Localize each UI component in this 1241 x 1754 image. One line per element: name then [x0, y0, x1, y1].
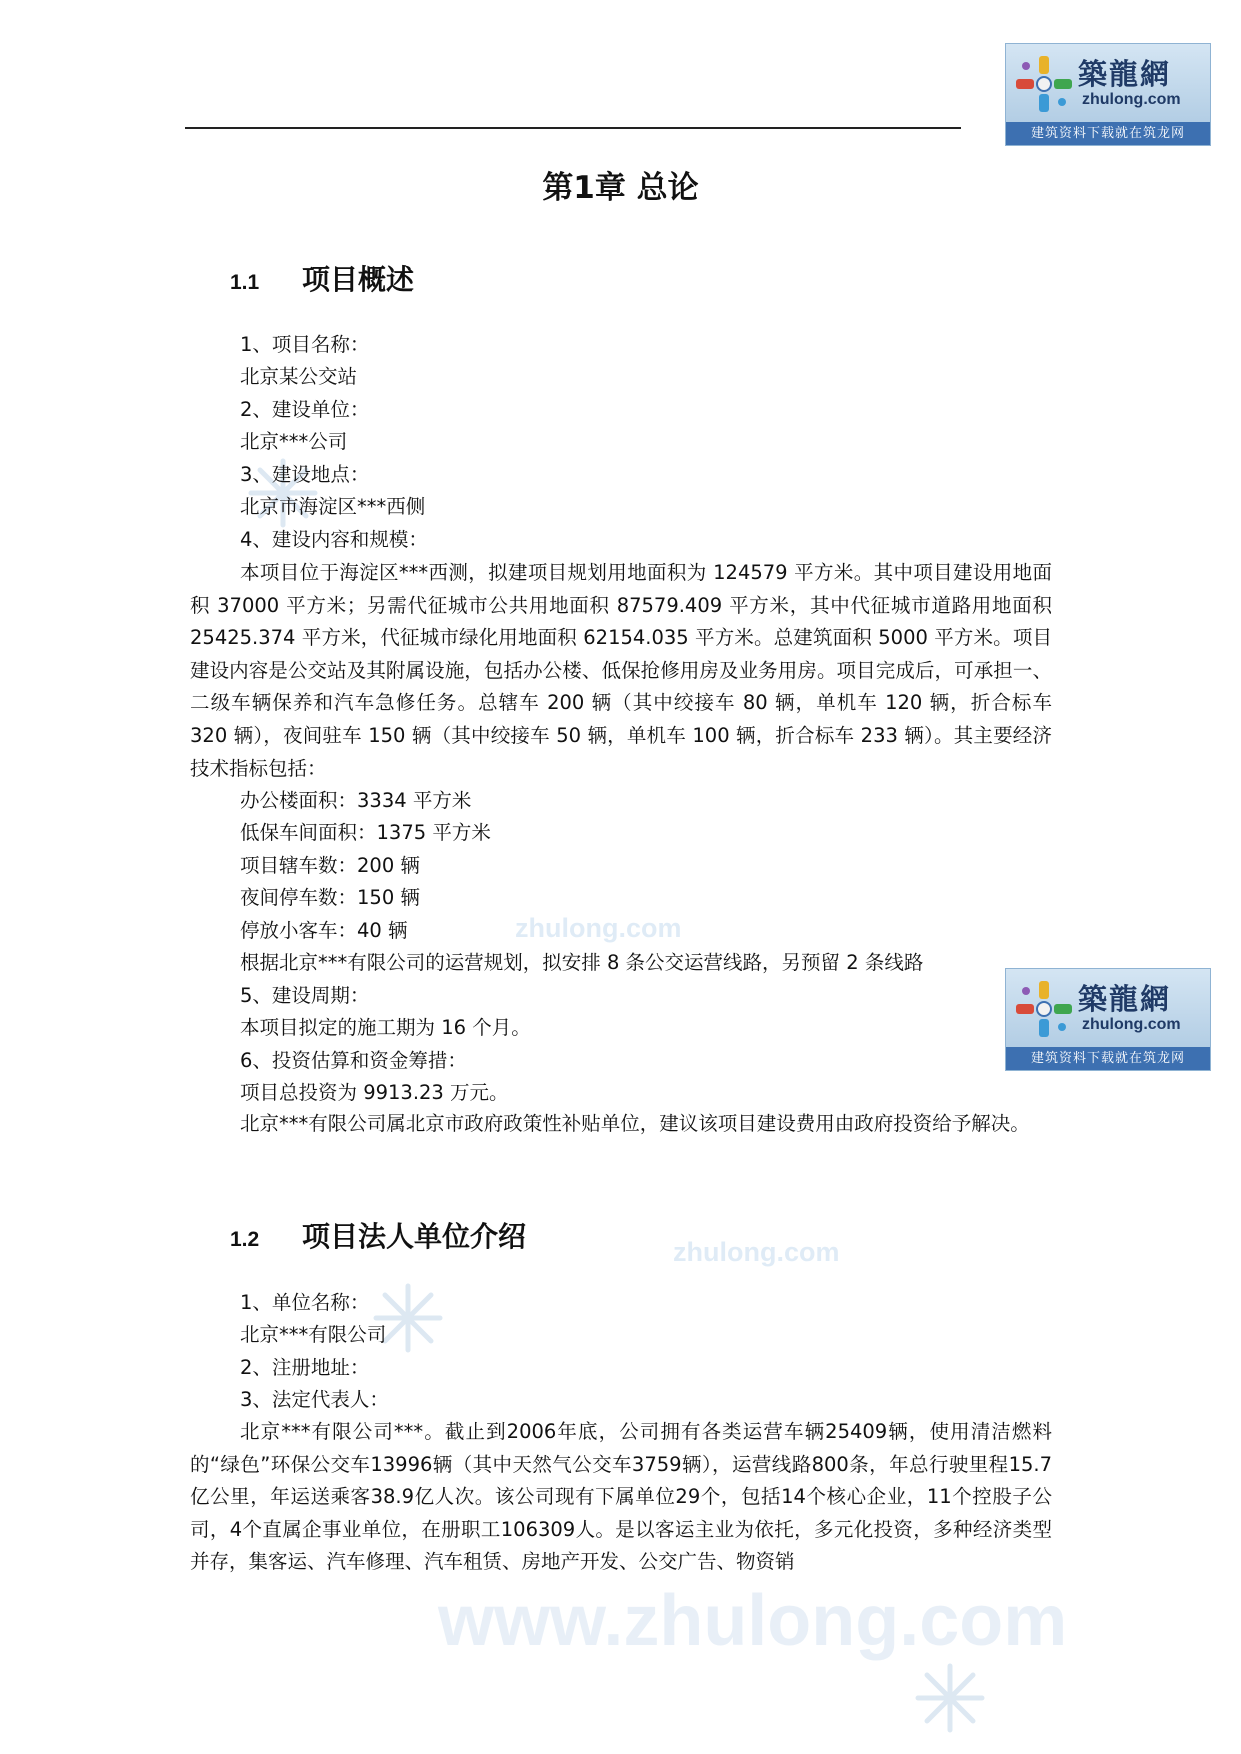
logo-tagline: 建筑资料下载就在筑龙网	[1006, 1047, 1210, 1070]
snowflake-logo-icon	[1012, 52, 1076, 116]
list-line: 2、建设单位：	[240, 398, 370, 421]
indicator-line: 项目总投资为 9913.23 万元。	[240, 1081, 509, 1104]
list-line: 北京***公司	[240, 430, 348, 453]
watermark-text: zhulong.com	[673, 1237, 840, 1267]
list-line: 北京市海淀区***西侧	[240, 495, 426, 518]
section-number: 1.1	[230, 271, 260, 294]
logo-tagline: 建筑资料下载就在筑龙网	[1006, 122, 1210, 145]
snowflake-logo-icon	[1012, 977, 1076, 1041]
watermark-large-text: www.zhulong.com	[438, 1581, 1068, 1661]
snowflake-watermark-icon	[912, 1660, 988, 1736]
section-title: 项目概述	[302, 263, 415, 296]
indicator-line: 5、建设周期：	[240, 984, 370, 1007]
list-line: 1、项目名称：	[240, 333, 370, 356]
logo-name: 築龍網	[1078, 982, 1172, 1016]
section-title: 项目法人单位介绍	[302, 1220, 527, 1253]
indicator-line: 办公楼面积：3334 平方米	[240, 789, 472, 812]
project-scope-paragraph: 本项目位于海淀区***西测，拟建项目规划用地面积为 124579 平方米。其中项目建设用地面积 37000 平方米；另需代征城市公共用地面积 87579.409 平方米，其中代征城市道路用地面积 25425.374 平方米，代征城市绿化用地面积 62154.035 平方米。总建筑面积 5000 平方米。项目建设内容是公交站及其附属设施，包括办公楼、低保抢修用房及业务用房。项目完成后，可承担一、二级车辆保养和汽车急修任务。总辖车 200 辆（其中绞接车 80 辆，单机车 120 辆，折合标车 320 辆），夜间驻车 150 辆（其中绞接车 50 辆，单机车 100 辆，折合标车 233 辆）。其主要经济技术指标包括：	[190, 561, 1052, 780]
list-line: 1、单位名称：	[240, 1291, 370, 1314]
list-line: 4、建设内容和规模：	[240, 528, 428, 551]
zhulong-logo-mid	[1005, 968, 1211, 1071]
list-line: 2、注册地址：	[240, 1356, 370, 1379]
indicator-line: 低保车间面积：1375 平方米	[240, 821, 491, 844]
funding-paragraph: 北京***有限公司属北京市政府政策性补贴单位，建议该项目建设费用由政府投资给予解决。	[240, 1112, 1030, 1135]
indicator-line: 停放小客车：40 辆	[240, 919, 408, 942]
indicator-line: 根据北京***有限公司的运营规划，拟安排 8 条公交运营线路，另预留 2 条线路	[240, 951, 924, 974]
section-heading	[230, 1215, 526, 1255]
header-rule	[185, 127, 961, 129]
indicator-line: 本项目拟定的施工期为 16 个月。	[240, 1016, 531, 1039]
section-heading	[230, 258, 414, 298]
logo-name: 築龍網	[1078, 57, 1172, 91]
list-line: 3、法定代表人：	[240, 1388, 389, 1411]
indicator-line: 6、投资估算和资金筹措：	[240, 1049, 467, 1072]
list-line: 3、建设地点：	[240, 463, 370, 486]
list-line: 北京某公交站	[240, 365, 358, 388]
indicator-line: 夜间停车数：150 辆	[240, 886, 420, 909]
indicator-line: 项目辖车数：200 辆	[240, 854, 420, 877]
company-paragraph: 北京***有限公司***。截止到2006年底，公司拥有各类运营车辆25409辆，使用清洁燃料的“绿色”环保公交车13996辆（其中天然气公交车3759辆），运营线路800条，年总行驶里程15.7亿公里，年运送乘客38.9亿人次。该公司现有下属单位29个，包括14个核心企业，11个控股子公司，4个直属企事业单位，在册职工106309人。是以客运主业为依托，多元化投资，多种经济类型并存，集客运、汽车修理、汽车租赁、房地产开发、公交广告、物资销	[190, 1420, 1052, 1574]
zhulong-logo	[1005, 43, 1211, 146]
watermark-text: zhulong.com	[515, 913, 682, 943]
list-line: 北京***有限公司	[240, 1323, 387, 1346]
logo-url: zhulong.com	[1082, 91, 1181, 108]
chapter-title: 第1章 总论	[542, 170, 699, 206]
logo-url: zhulong.com	[1082, 1016, 1181, 1033]
section-number: 1.2	[230, 1228, 260, 1251]
